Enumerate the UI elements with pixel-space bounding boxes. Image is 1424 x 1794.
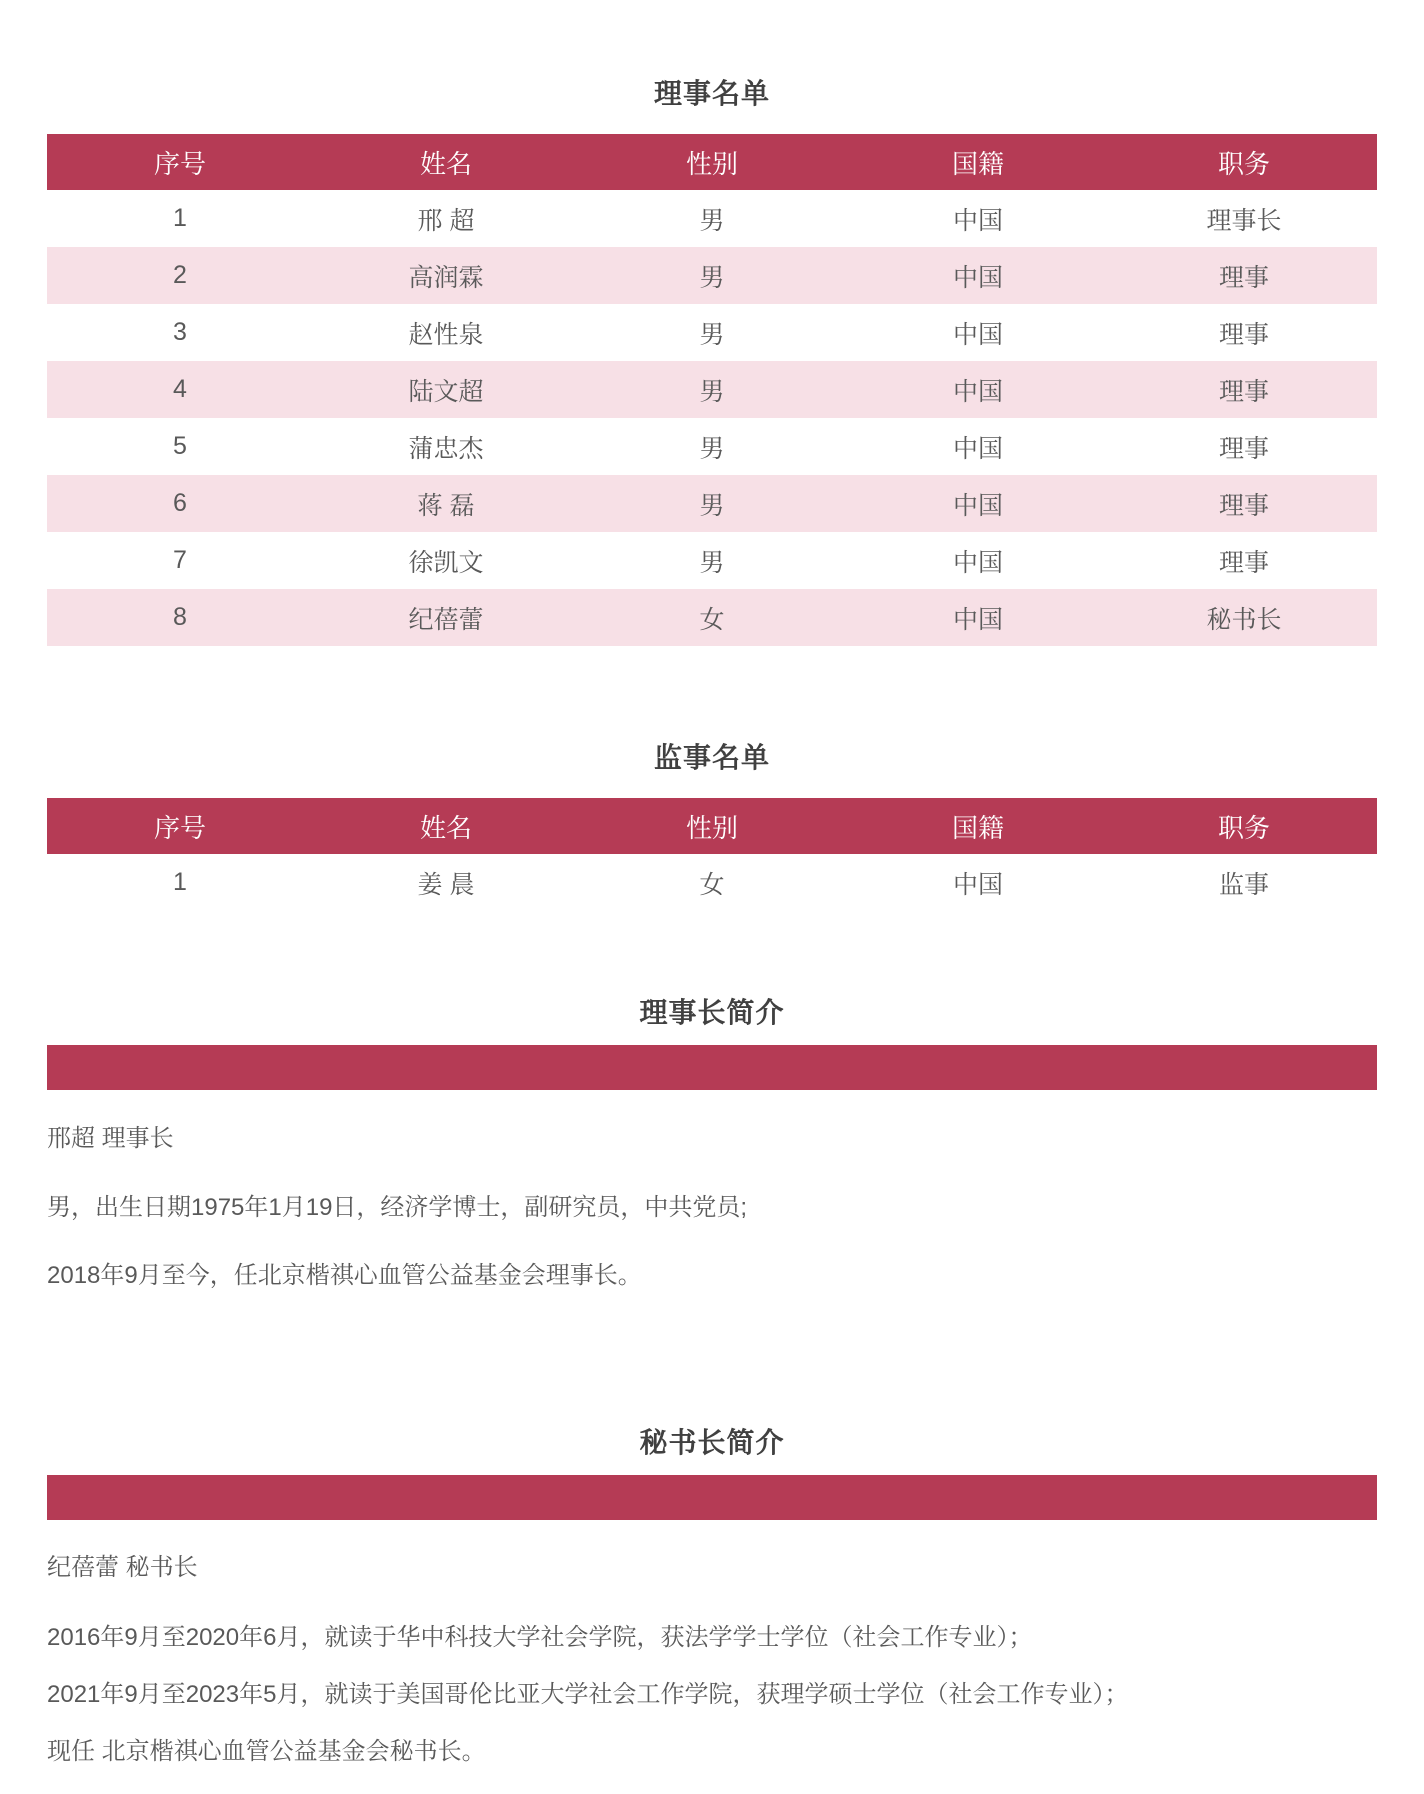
bio-line: 男，出生日期1975年1月19日，经济学博士，副研究员，中共党员; [47,1194,748,1221]
secretary-bio [47,1612,1377,1777]
table-cell: 4 [47,361,313,418]
column-header: 序号 [47,134,313,190]
table-cell: 男 [699,320,725,349]
table-cell: 中国 [845,475,1111,532]
table-cell: 3 [173,318,187,346]
table-cell: 高润霖 [313,247,579,304]
table-header-row [47,134,1377,190]
table-row [47,247,1377,304]
secretary-intro-section [47,1421,1377,1777]
board-roster-table [47,134,1377,646]
table-cell: 中国 [952,548,1003,577]
table-cell: 秘书长 [1111,589,1377,646]
column-header: 序号 [47,798,313,854]
table-cell: 监事 [1218,870,1269,899]
table-row [47,475,1377,532]
table-cell: 理事 [1218,548,1269,577]
table-cell: 理事 [1111,475,1377,532]
bio-line: 现任 北京楷祺心血管公益基金会秘书长。 [47,1738,486,1765]
table-cell: 徐凯文 [408,548,484,577]
column-header: 姓名 [313,134,579,190]
table-cell: 1 [173,868,187,896]
accent-bar [47,1475,1377,1520]
column-header: 性别 [579,134,845,190]
table-cell: 蒋 磊 [313,475,579,532]
spacer [47,911,1377,991]
table-cell: 1 [173,204,187,232]
table-row [47,361,1377,418]
table-row [47,589,1377,646]
table-cell: 中国 [845,361,1111,418]
table-cell: 男 [699,434,725,463]
table-cell: 男 [579,475,845,532]
chairman-intro-title: 理事长简介 [639,997,785,1028]
table-cell: 7 [173,546,187,574]
table-cell: 理事 [1111,247,1377,304]
table-cell: 蒲忠杰 [408,434,484,463]
chairman-bio [47,1185,1377,1299]
table-cell: 邢 超 [417,206,475,235]
table-cell: 中国 [845,589,1111,646]
secretary-intro-title: 秘书长简介 [639,1427,785,1458]
table-cell: 男 [699,548,725,577]
table-cell: 中国 [952,870,1003,899]
table-cell: 中国 [952,206,1003,235]
table-cell: 中国 [952,434,1003,463]
table-cell: 陆文超 [313,361,579,418]
secretary-name-role: 纪蓓蕾 秘书长 [47,1554,198,1581]
supervisor-roster-title: 监事名单 [653,742,770,773]
board-roster-title: 理事名单 [653,78,770,109]
column-header: 姓名 [313,798,579,854]
bio-line: 2016年9月至2020年6月，就读于华中科技大学社会学院，获法学学士学位（社会工作专业）； [47,1624,1033,1651]
table-cell: 女 [579,589,845,646]
supervisor-roster-section [47,736,1377,911]
spacer [47,646,1377,736]
column-header: 国籍 [845,134,1111,190]
chairman-name-role: 邢超 理事长 [47,1125,174,1152]
table-cell: 理事 [1218,320,1269,349]
table-header-row [47,798,1377,854]
table-cell: 赵性泉 [408,320,484,349]
bio-line: 2018年9月至今，任北京楷祺心血管公益基金会理事长。 [47,1262,642,1289]
table-cell: 纪蓓蕾 [313,589,579,646]
table-cell: 8 [47,589,313,646]
table-cell: 5 [173,432,187,460]
table-cell: 2 [47,247,313,304]
table-cell: 男 [579,361,845,418]
table-row [47,854,1377,911]
table-cell: 中国 [952,320,1003,349]
spacer [47,1321,1377,1421]
column-header: 职务 [1111,798,1377,854]
column-header: 职务 [1111,134,1377,190]
supervisor-roster-table [47,798,1377,911]
table-cell: 男 [579,247,845,304]
chairman-intro-section [47,991,1377,1299]
table-cell: 理事长 [1206,206,1282,235]
table-row [47,304,1377,361]
table-cell: 理事 [1218,434,1269,463]
board-roster-section [47,72,1377,646]
accent-bar [47,1045,1377,1090]
table-cell: 中国 [845,247,1111,304]
table-cell: 6 [47,475,313,532]
table-row [47,532,1377,589]
table-cell: 姜 晨 [417,870,475,899]
table-row [47,190,1377,247]
table-cell: 理事 [1111,361,1377,418]
table-row [47,418,1377,475]
bio-line: 2021年9月至2023年5月，就读于美国哥伦比亚大学社会工作学院，获理学硕士学位（社会工作专业）； [47,1681,1129,1708]
column-header: 国籍 [845,798,1111,854]
table-cell: 女 [699,870,725,899]
table-cell: 男 [699,206,725,235]
column-header: 性别 [579,798,845,854]
